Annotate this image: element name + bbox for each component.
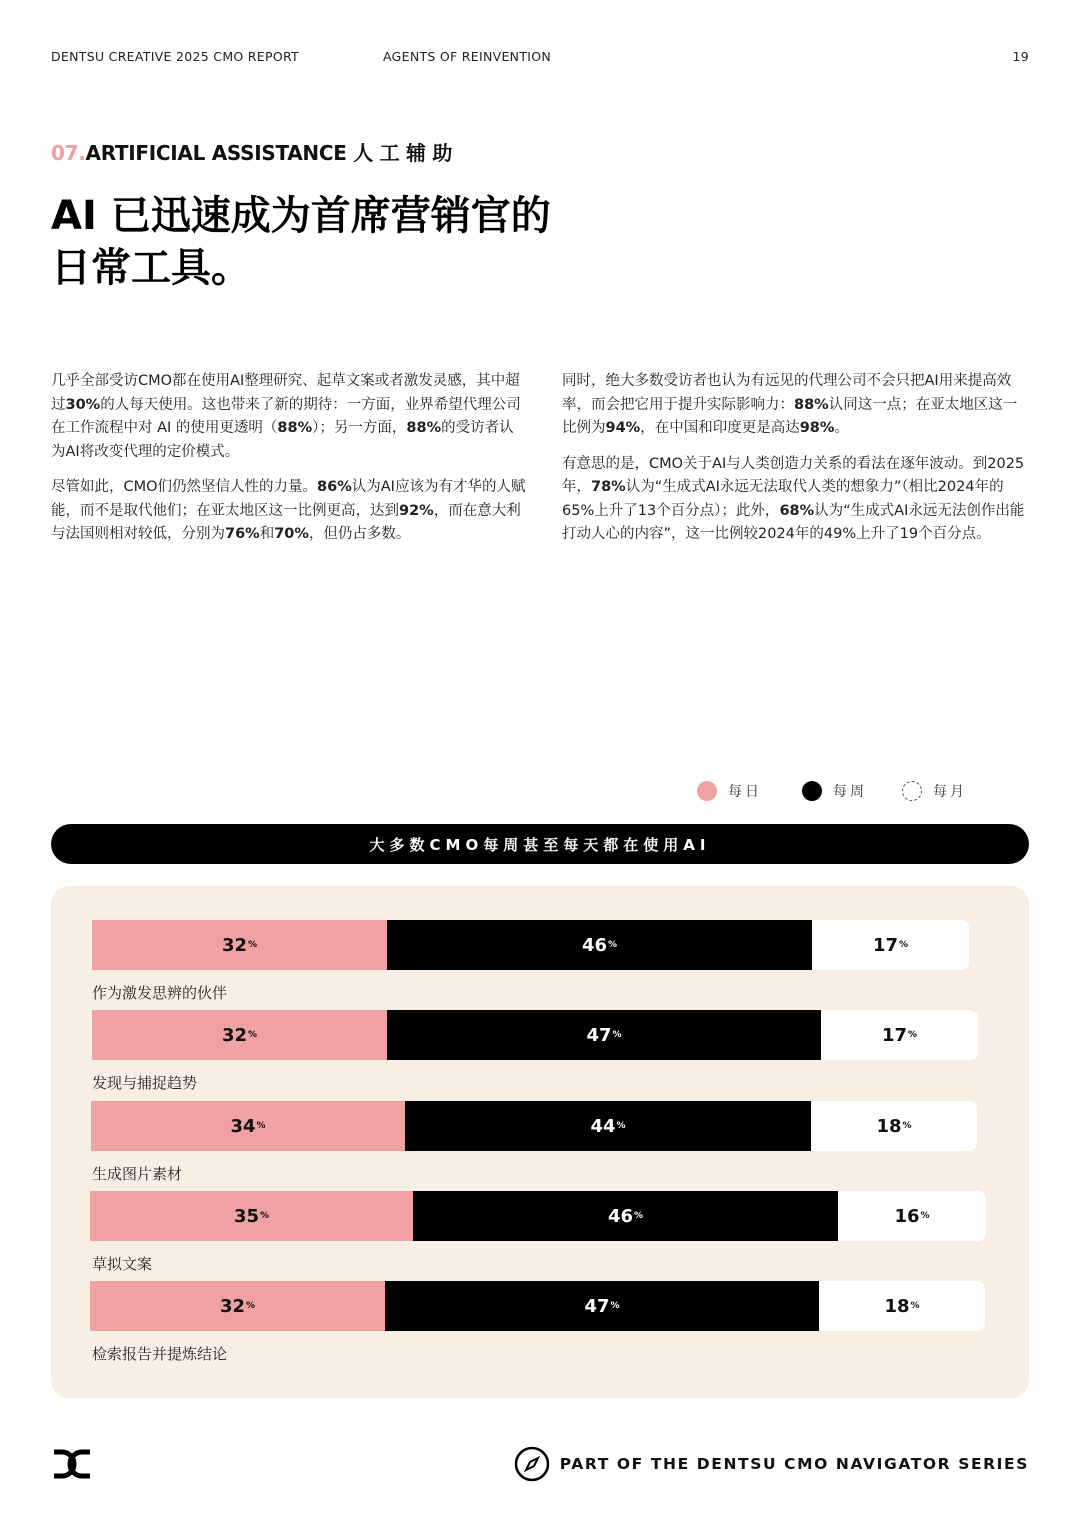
data-label: 47 <box>584 1295 610 1317</box>
data-label: 18 <box>884 1295 910 1317</box>
body-paragraph <box>562 370 1030 441</box>
highlight-stat: 88% <box>406 420 442 436</box>
bar-row <box>92 1010 978 1060</box>
bar-row <box>90 1191 986 1241</box>
segment-monthly <box>819 1281 985 1331</box>
bar-row <box>92 920 969 970</box>
category-label: 作为激发思辨的伙伴 <box>92 984 228 1002</box>
segment-weekly <box>387 920 812 970</box>
segment-daily <box>92 920 387 970</box>
percent-sign: % <box>260 1211 270 1221</box>
percent-sign: % <box>610 1301 620 1311</box>
section-number: 07. <box>51 141 86 165</box>
data-label: 47 <box>586 1024 612 1046</box>
body-text: 。 <box>834 420 849 436</box>
body-text: 认为“生成式AI永远无法取代人类的想象力”（相比2024年的65%上升了13个百分点）；此外， <box>562 479 1004 519</box>
page-title-line1: AI 已迅速成为首席营销官的 <box>51 193 551 239</box>
data-label: 16 <box>894 1205 920 1227</box>
segment-weekly <box>413 1191 838 1241</box>
data-label: 17 <box>872 934 899 956</box>
highlight-stat: 86% <box>317 479 352 495</box>
segment-monthly <box>812 920 969 970</box>
category-label: 发现与捕捉趋势 <box>92 1074 198 1092</box>
segment-daily <box>92 1010 387 1060</box>
legend-swatch-monthly <box>902 781 922 801</box>
body-paragraph <box>51 370 527 464</box>
percent-sign: % <box>608 940 618 950</box>
segment-weekly <box>405 1101 811 1151</box>
data-label: 32 <box>221 1024 248 1046</box>
page-number: 19 <box>1012 49 1029 64</box>
compass-icon <box>514 1446 550 1482</box>
highlight-stat: 70% <box>274 526 309 542</box>
category-label: 生成图片素材 <box>92 1165 183 1183</box>
percent-sign: % <box>256 1121 266 1131</box>
body-text: 有意思的是，CMO关于AI与人类创造力关系的看法在逐年波动。到2025年， <box>562 455 1025 495</box>
data-label: 46 <box>607 1205 634 1227</box>
body-column-left <box>51 370 527 559</box>
data-label: 32 <box>219 1295 246 1317</box>
highlight-stat: 30% <box>65 396 101 413</box>
highlight-stat: 78% <box>591 479 626 495</box>
percent-sign: % <box>248 940 258 950</box>
data-label: 32 <box>221 934 248 956</box>
segment-daily <box>91 1101 405 1151</box>
header-report: DENTSU CREATIVE 2025 CMO REPORT <box>51 49 299 64</box>
body-paragraph <box>562 453 1030 547</box>
body-text: 同时，绝大多数受访者也认为有远见的代理公司不会只把AI用来提高效率，而会把它用于提升实际影响力： <box>562 373 1012 413</box>
segment-weekly <box>387 1010 821 1060</box>
data-label: 18 <box>876 1115 902 1137</box>
percent-sign: % <box>902 1121 912 1131</box>
data-label: 46 <box>581 934 608 956</box>
body-column-right <box>562 370 1030 559</box>
body-text: 认为AI应该为有才华的人赋能，而不是取代他们；在亚太地区这一比例更高，达到 <box>51 479 526 519</box>
chart-title-banner <box>51 824 1029 864</box>
footer-series <box>514 1446 1029 1482</box>
legend-label-monthly: 每月 <box>933 784 967 800</box>
legend-swatch-daily <box>697 781 717 801</box>
segment-monthly <box>838 1191 986 1241</box>
highlight-stat: 92% <box>399 502 434 519</box>
percent-sign: % <box>920 1211 930 1221</box>
percent-sign: % <box>910 1301 920 1311</box>
percent-sign: % <box>899 940 909 950</box>
body-text: 尽管如此，CMO们仍然坚信人性的力量。 <box>51 479 318 495</box>
percent-sign: % <box>908 1030 918 1040</box>
body-text: 的人每天使用。这也带来了新的期待：一方面，业界希望代理公司在工作流程中对 AI 的使用更透明（ <box>51 396 521 436</box>
body-text: 的受访者认为AI将改变代理的定价模式。 <box>51 420 514 460</box>
segment-daily <box>90 1191 413 1241</box>
segment-monthly <box>821 1010 978 1060</box>
chart-legend <box>802 780 867 802</box>
section-label: ARTIFICIAL ASSISTANCE 人 工 辅 助 <box>85 141 453 165</box>
highlight-stat: 98% <box>799 420 835 436</box>
percent-sign: % <box>246 1301 256 1311</box>
segment-weekly <box>385 1281 819 1331</box>
bar-row <box>90 1281 985 1331</box>
body-text: 和 <box>259 526 275 542</box>
chart-legend <box>902 780 967 802</box>
highlight-stat: 88% <box>277 420 313 436</box>
body-text: ，而在意大利与法国则相对较低，分别为 <box>51 502 521 542</box>
page-title-line2: 日常工具。 <box>51 245 251 291</box>
data-label: 17 <box>881 1024 908 1046</box>
body-text: 认同这一点；在亚太地区这一比例为 <box>562 396 1018 436</box>
body-text: ，在中国和印度更是高达 <box>640 420 800 436</box>
body-text: 认为“生成式AI永远无法创作出能打动人心的内容”，这一比例较2024年的49%上升了19个百分点。 <box>562 502 1025 542</box>
highlight-stat: 88% <box>794 396 829 413</box>
section-kicker <box>51 137 452 166</box>
body-text: 几乎全部受访CMO都在使用AI整理研究、起草文案或者激发灵感，其中超过 <box>51 373 520 413</box>
category-label: 草拟文案 <box>92 1255 153 1273</box>
data-label: 35 <box>233 1205 260 1227</box>
body-paragraph <box>51 476 527 547</box>
dc-logo <box>51 1449 93 1483</box>
segment-monthly <box>811 1101 977 1151</box>
percent-sign: % <box>616 1121 626 1131</box>
percent-sign: % <box>248 1030 258 1040</box>
highlight-stat: 76% <box>225 526 260 542</box>
chart-title: 大多数CMO每周甚至每天都在使用AI <box>369 835 711 854</box>
category-label: 检索报告并提炼结论 <box>92 1345 228 1363</box>
percent-sign: % <box>612 1030 622 1040</box>
page-title <box>51 190 551 294</box>
legend-label-weekly: 每周 <box>833 784 867 800</box>
chart-legend <box>697 780 762 802</box>
legend-label-daily: 每日 <box>728 784 762 800</box>
bar-row <box>91 1101 977 1151</box>
percent-sign: % <box>634 1211 644 1221</box>
highlight-stat: 68% <box>779 502 815 519</box>
legend-swatch-weekly <box>802 781 822 801</box>
body-text: ，但仍占多数。 <box>308 526 411 542</box>
footer-tagline: PART OF THE DENTSU CMO NAVIGATOR SERIES <box>559 1455 1029 1473</box>
body-text: ）；另一方面， <box>312 420 407 436</box>
segment-daily <box>90 1281 385 1331</box>
header-section: AGENTS OF REINVENTION <box>383 49 552 64</box>
data-label: 34 <box>230 1115 256 1137</box>
highlight-stat: 94% <box>605 420 641 436</box>
data-label: 44 <box>590 1115 616 1137</box>
